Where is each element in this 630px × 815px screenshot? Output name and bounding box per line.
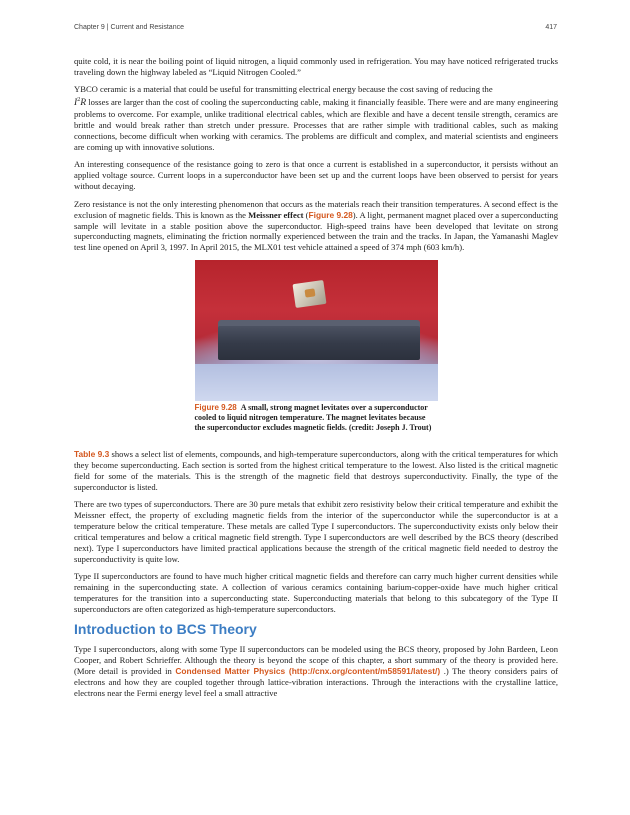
paragraph: quite cold, it is near the boiling point of liquid nitrogen, a liquid commonly used in refrigeration. You may have noticed refrigerated trucks traveling down the highway labeled as “Liquid Nitrogen Cooled.” xyxy=(74,56,558,77)
paragraph: YBCO ceramic is a material that could be useful for transmitting electrical energy because the cost saving of reducing the $I^2R$ losses are larger than the cost of cooling the superconducting cable, making it financially feasible. There were and are many engineering problems to overcome. For example, unlike traditional electrical cables, which are flexible and have a decent tensile strength, ceramics are brittle and would break rather than stretch under pressure. Processes that are rather simple with traditional cables, such as making connections, become difficult when working with ceramics. The problems are difficult and complex, and material scientists and engineers are coming up with innovative solutions. xyxy=(74,84,558,152)
figure-caption xyxy=(195,403,438,433)
paragraph: Type I superconductors, along with some Type II superconductors can be modeled using the BCS theory, proposed by John Bardeen, Leon Cooper, and Robert Schrieffer. Although the theory is beyond the scope of this chapter, a short summary of the theory is provided here. (More detail is provided in Condensed Matter Physics (http://cnx.org/content/m58591/latest/) .) The theory considers pairs of electrons and how they are coupled together through lattice-vibration interactions. Through the interactions with the crystalline lattice, electrons near the Fermi energy level feel a small attractive xyxy=(74,644,558,698)
figure-9-28 xyxy=(74,260,558,433)
page-number: 417 xyxy=(545,24,557,31)
condensed-matter-link[interactable]: Condensed Matter Physics (http://cnx.org/content/m58591/latest/) xyxy=(175,666,441,677)
running-header xyxy=(74,24,557,36)
figure-caption-text: A small, strong magnet levitates over a superconductor cooled to liquid nitrogen temperature. The magnet levitates because the superconductor excludes magnetic fields. (credit: Joseph J. Trout) xyxy=(194,402,432,432)
figure-label: Figure 9.28 xyxy=(194,402,237,412)
meissner-effect-term: Meissner effect xyxy=(248,209,304,220)
paragraph: Type II superconductors are found to have much higher critical magnetic fields and therefore can carry much higher current densities while remaining in the superconducting state. A collection of various ceramics containing barium-copper-oxide have much higher critical temperatures for the transition into a superconducting state. Superconducting materials that belong to this subcategory of the Type II superconductors are often categorized as high-temperature superconductors. xyxy=(74,571,558,614)
chapter-title: Chapter 9 | Current and Resistance xyxy=(74,24,184,31)
page-body xyxy=(74,56,558,705)
table-9-3-link[interactable]: Table 9.3 xyxy=(74,448,110,459)
figure-9-28-link[interactable]: Figure 9.28 xyxy=(308,209,353,220)
i-squared-r-formula: $I^2R$ xyxy=(74,97,87,109)
paragraph: Table 9.3 shows a select list of elements, compounds, and high-temperature superconductors, along with the critical temperatures for which they become superconducting. Each section is sorted from the highest critical temperature to the lowest. Also listed is the critical magnetic field for some of the materials. This is the strength of the magnetic field that destroys superconductivity. Finally, the type of the superconductor is listed. xyxy=(74,448,558,492)
paragraph: Zero resistance is not the only interesting phenomenon that occurs as the materials reach their transition temperatures. A second effect is the exclusion of magnetic fields. This is known as the Meissner effect (Figure 9.28). A light, permanent magnet placed over a superconducting sample will levitate in a stable position above the superconductor. High-speed trains have been developed that levitate on strong superconducting magnets, eliminating the friction normally experienced between the train and the tracks. In Japan, the Yamanashi Maglev test line opened on April 3, 1997. In April 2015, the MLX01 test vehicle attained a speed of 374 mph (603 km/h). xyxy=(74,198,559,253)
levitating-magnet-photo xyxy=(195,260,438,401)
section-heading: Introduction to BCS Theory xyxy=(74,621,257,638)
paragraph: An interesting consequence of the resistance going to zero is that once a current is established in a superconductor, it persists without an applied voltage source. Current loops in a superconductor have been set up and the current loops have been observed to persist for years without decaying. xyxy=(74,159,558,192)
paragraph: There are two types of superconductors. There are 30 pure metals that exhibit zero resistivity below their critical temperature and exhibit the Meissner effect, the property of excluding magnetic fields from the interior of the superconductor while the superconductor is at a temperature below the critical temperature. These metals are called Type I superconductors. The superconductivity exists only below their critical temperatures and below a critical magnetic field strength. Type I superconductors are well described by the BCS theory (described next). Type I superconductors have limited practical applications because the strength of the critical magnetic field needed to destroy the superconductivity is quite low. xyxy=(74,499,558,564)
